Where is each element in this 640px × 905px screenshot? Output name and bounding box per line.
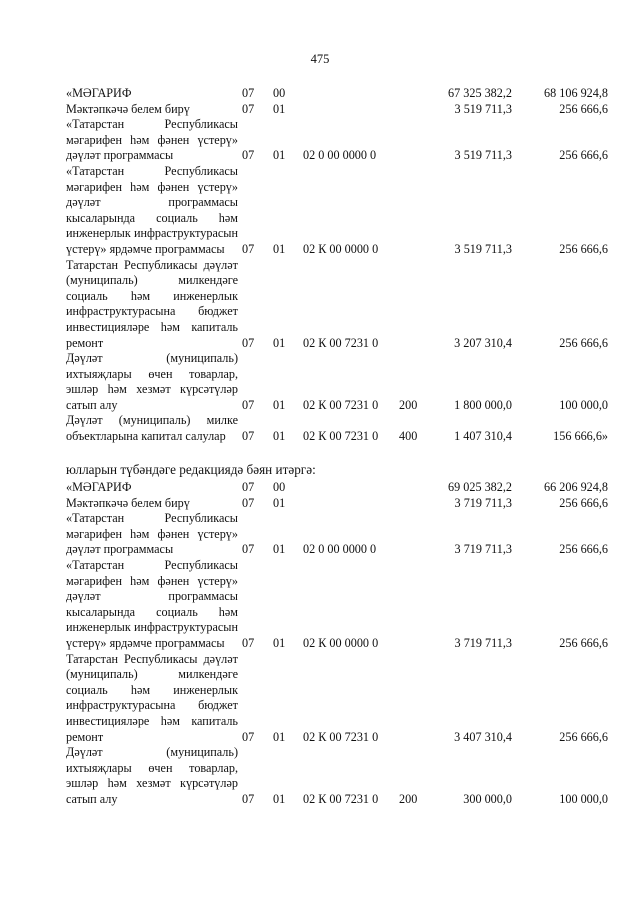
section-code: 07 <box>242 729 255 744</box>
subsection-code: 01 <box>273 148 286 163</box>
amount-year-1: 69 025 382,2 <box>448 480 512 494</box>
budget-table-new <box>66 480 606 807</box>
subsection-code: 01 <box>273 397 286 412</box>
amount-year-2: 256 666,6 <box>559 101 608 116</box>
row-description: «Татарстан Республикасы мәгарифен һәм фәнен үстерү» дәүләт программасы <box>66 511 238 557</box>
subsection-code: 01 <box>273 729 286 744</box>
subsection-code: 01 <box>273 542 286 557</box>
amount-year-2: 256 666,6 <box>559 542 608 557</box>
row-description: Мәктәпкәчә белем бирү <box>66 101 190 116</box>
table-row <box>66 117 606 164</box>
amount-year-2: 256 666,6 <box>559 729 608 744</box>
amount-year-1: 67 325 382,2 <box>448 86 512 100</box>
row-description: Татарстан Республикасы дәүләт (муниципаль) милкендәге социаль һәм инженерлык инфраструктурасына бюджет инвестицияләре һәм капиталь ремонт <box>66 651 238 744</box>
table-row <box>66 511 606 558</box>
amount-year-1: 3 407 310,4 <box>454 729 512 744</box>
table-row <box>66 745 606 807</box>
amount-year-2: 256 666,6 <box>559 635 608 650</box>
subsection-code: 00 <box>273 480 286 494</box>
subsection-code: 01 <box>273 101 286 116</box>
section-code: 07 <box>242 397 255 412</box>
amount-year-2: 256 666,6 <box>559 241 608 256</box>
subsection-code: 01 <box>273 429 286 444</box>
table-row <box>66 86 606 102</box>
section-code: 07 <box>242 495 255 510</box>
table-row <box>66 351 606 413</box>
section-code: 07 <box>242 635 255 650</box>
subsection-code: 01 <box>273 495 286 510</box>
expense-type-code: 200 <box>399 791 418 806</box>
target-article-code: 02 0 00 0000 0 <box>303 542 377 557</box>
table-row <box>66 558 606 652</box>
amount-year-1: 3 719 711,3 <box>454 495 512 510</box>
amount-year-1: 3 719 711,3 <box>454 635 512 650</box>
subsection-code: 01 <box>273 241 286 256</box>
budget-table-old <box>66 86 606 445</box>
row-description: Мәктәпкәчә белем бирү <box>66 495 190 510</box>
target-article-code: 02 К 00 7231 0 <box>303 791 379 806</box>
amount-year-1: 3 719 711,3 <box>454 542 512 557</box>
table-row <box>66 652 606 746</box>
target-article-code: 02 К 00 7231 0 <box>303 729 379 744</box>
amount-year-2: 66 206 924,8 <box>544 480 608 494</box>
table-row <box>66 480 606 496</box>
row-description: «Татарстан Республикасы мәгарифен һәм фәнен үстерү» дәүләт программасы <box>66 117 238 163</box>
subsection-code: 01 <box>273 635 286 650</box>
table-row <box>66 164 606 258</box>
amount-year-2: 256 666,6 <box>559 495 608 510</box>
amount-year-1: 1 800 000,0 <box>454 397 512 412</box>
amount-year-2: 100 000,0 <box>559 397 608 412</box>
section-code: 07 <box>242 148 255 163</box>
row-description: «Татарстан Республикасы мәгарифен һәм фәнен үстерү» дәүләт программасы кысаларында социаль һәм инженерлык инфраструктурасын үстерү» ярдәмче программасы <box>66 557 238 650</box>
section-code: 07 <box>242 86 255 100</box>
row-description: Дәүләт (муниципаль) милке объектларына капитал салулар <box>66 413 238 444</box>
row-description: «МӘГАРИФ <box>66 480 132 494</box>
amount-year-2: 68 106 924,8 <box>544 86 608 100</box>
section-code: 07 <box>242 480 255 494</box>
subsection-code: 01 <box>273 791 286 806</box>
expense-type-code: 200 <box>399 397 418 412</box>
section-code: 07 <box>242 429 255 444</box>
target-article-code: 02 К 00 7231 0 <box>303 397 379 412</box>
page-number: 475 <box>310 52 330 66</box>
amount-year-1: 3 519 711,3 <box>454 241 512 256</box>
expense-type-code: 400 <box>399 429 418 444</box>
section-code: 07 <box>242 791 255 806</box>
target-article-code: 02 К 00 0000 0 <box>303 635 379 650</box>
subsection-code: 01 <box>273 335 286 350</box>
section-code: 07 <box>242 335 255 350</box>
section-code: 07 <box>242 101 255 116</box>
table-row <box>66 413 606 444</box>
section-code: 07 <box>242 542 255 557</box>
row-description: Дәүләт (муниципаль) ихтыяҗлары өчен товарлар, эшләр һәм хезмәт күрсәтүләр сатып алу <box>66 745 238 806</box>
subsection-code: 00 <box>273 86 286 100</box>
amount-year-1: 3 207 310,4 <box>454 335 512 350</box>
table-row <box>66 496 606 512</box>
amount-year-2: 256 666,6 <box>559 148 608 163</box>
amount-year-2: 100 000,0 <box>559 791 608 806</box>
row-description: Дәүләт (муниципаль) ихтыяҗлары өчен товарлар, эшләр һәм хезмәт күрсәтүләр сатып алу <box>66 351 238 412</box>
amount-year-1: 3 519 711,3 <box>454 148 512 163</box>
amount-year-1: 300 000,0 <box>463 791 512 806</box>
target-article-code: 02 К 00 7231 0 <box>303 335 379 350</box>
row-description: Татарстан Республикасы дәүләт (муниципаль) милкендәге социаль һәм инженерлык инфраструктурасына бюджет инвестицияләре һәм капиталь ремонт <box>66 257 238 350</box>
section-code: 07 <box>242 241 255 256</box>
transition-text: юлларын түбәндәге редакциядә бәян итәргә: <box>66 462 316 477</box>
row-description: «МӘГАРИФ <box>66 86 132 100</box>
amount-year-2: 256 666,6 <box>559 335 608 350</box>
amount-year-2: 156 666,6» <box>553 429 608 444</box>
table-row <box>66 102 606 118</box>
row-description: «Татарстан Республикасы мәгарифен һәм фәнен үстерү» дәүләт программасы кысаларында социаль һәм инженерлык инфраструктурасын үстерү» ярдәмче программасы <box>66 163 238 256</box>
target-article-code: 02 К 00 7231 0 <box>303 429 379 444</box>
target-article-code: 02 0 00 0000 0 <box>303 148 377 163</box>
target-article-code: 02 К 00 0000 0 <box>303 241 379 256</box>
amount-year-1: 1 407 310,4 <box>454 429 512 444</box>
amount-year-1: 3 519 711,3 <box>454 101 512 116</box>
table-row <box>66 258 606 352</box>
